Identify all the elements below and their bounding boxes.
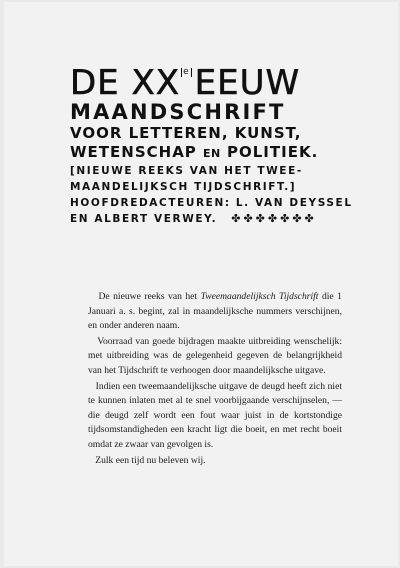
title-en: EN: [203, 147, 221, 160]
paragraph-1: [88, 290, 342, 334]
journal-name-italic: Tweemaandelijksch Tijdschrift: [200, 291, 319, 302]
title-line-2: MAANDSCHRIFT: [70, 100, 286, 124]
fleuron-ornament: ✤✤✤✤✤✤✤: [231, 212, 317, 225]
paragraph-3-text: Indien een tweemaandelijksche uitgave de deugd heeft zich niet te kunnen inlaten met al te snel voorbijgaande verschijnselen, — die deugd zelf wordt een fout waar juist in de kortstondige tijdsomstandigheden een kracht ligt die boeit, en met recht boeit omdat ze zwaar van gevolgen is.: [88, 380, 342, 450]
title-politiek: POLITIEK.: [227, 143, 319, 161]
page-sheet: [4, 2, 398, 566]
paragraph-4: [88, 454, 342, 469]
title-wetenschap: WETENSCHAP: [70, 143, 197, 161]
title-line-6: MAANDELIJKSCH TIJDSCHRIFT.]: [70, 181, 297, 193]
paragraph-3: [88, 380, 342, 453]
title-editor-name: EN ALBERT VERWEY.: [70, 213, 218, 225]
title-line-5: [NIEUWE REEKS VAN HET TWEE-: [70, 165, 303, 177]
paragraph-4-text: Zulk een tijd nu beleven wij.: [95, 454, 206, 466]
title-xx: DE XX: [70, 63, 181, 103]
paragraph-2: [88, 335, 342, 379]
title-superscript: e: [183, 67, 190, 77]
paragraph-1-start: De nieuwe reeks van het: [98, 291, 198, 302]
title-line-8: [70, 211, 342, 227]
title-eeuw: EEUW: [194, 63, 301, 103]
title-line-3: VOOR LETTEREN, KUNST,: [70, 124, 302, 142]
paragraph-2-text: Voorraad van goede bijdragen maakte uitbreiding wenschelijk: met uitbreiding was de gelegenheid gegeven de belangrijkheid van het Tijdschrift te verhoogen door maandelijksche uitgave.: [88, 335, 342, 376]
paragraph-1-rest: die 1 Januari a. s. begint, zal in maandelijksche nummers verschijnen, en onder anderen naam.: [88, 291, 342, 332]
title-line-7: HOOFDREDACTEUREN: L. VAN DEYSSEL: [70, 197, 353, 209]
masthead: [70, 63, 353, 227]
title-line-4: [70, 143, 342, 163]
announcement-text: [88, 290, 342, 469]
title-line-1: [70, 63, 342, 103]
